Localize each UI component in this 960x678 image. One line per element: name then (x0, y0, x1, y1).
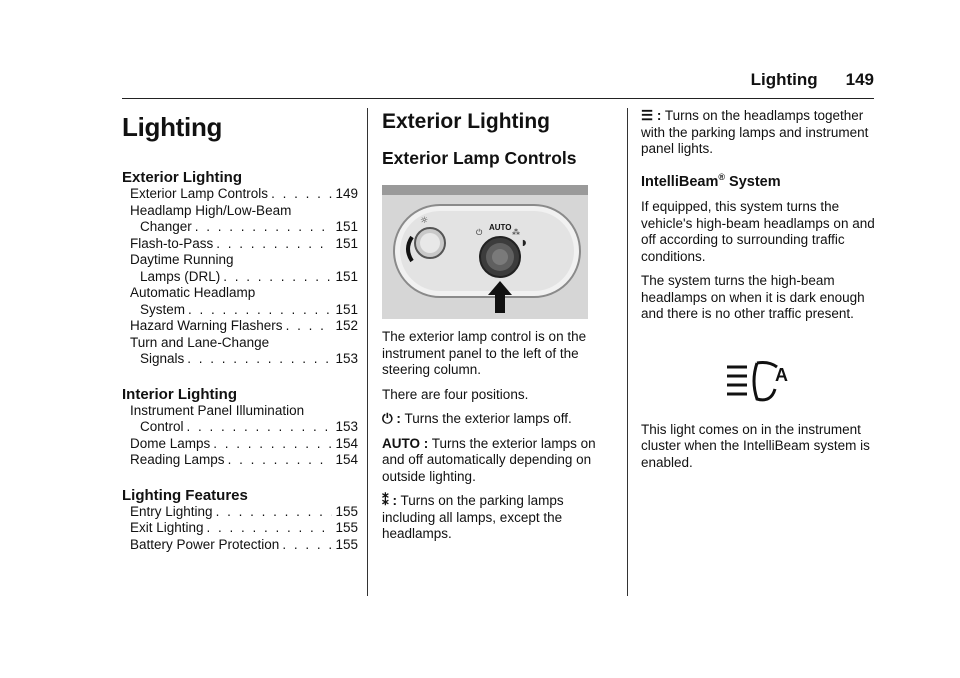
toc-entry[interactable] (122, 318, 358, 335)
toc-section-heading: Exterior Lighting (122, 169, 242, 186)
toc-page-number: 155 (335, 520, 358, 535)
column-divider (367, 108, 368, 596)
lamp-control-figure (382, 185, 588, 319)
intellibeam-paragraph-3: This light comes on in the instrument cluster when the IntelliBeam system is enabled. (641, 421, 870, 470)
headlamp-position-text: Turns on the headlamps together with the parking lamps and instrument panel lights. (641, 108, 869, 156)
toc-leader-dots (195, 219, 333, 236)
intellibeam-heading (641, 172, 881, 190)
registered-mark: ® (718, 171, 725, 182)
toc-leader-dots (187, 419, 333, 436)
toc-leader-dots (271, 186, 332, 203)
auto-position-text: Turns the exterior lamps on and off automatically depending on outside lighting. (382, 435, 596, 484)
toc-page-number: 151 (335, 268, 358, 284)
toc-page-number: 151 (335, 235, 358, 251)
toc-page-number: 154 (335, 452, 358, 467)
auto-position-item: AUTO : Turns the exterior lamps on and off automatically depending on outside lighting. (382, 435, 596, 484)
toc-entry[interactable] (122, 537, 358, 554)
header-rule (122, 98, 874, 99)
toc-leader-dots (188, 302, 332, 319)
toc-page-number: 154 (335, 435, 358, 451)
toc-entry-title: Entry Lighting (130, 503, 213, 519)
telltale-letter: A (775, 364, 788, 385)
parking-position-item (382, 493, 616, 543)
toc-entry-title: Control (140, 419, 184, 434)
running-head (751, 70, 874, 90)
toc-entry-title: Reading Lamps (130, 452, 225, 467)
toc-page-number: 153 (335, 419, 358, 434)
toc-entry-title: Changer (140, 219, 192, 234)
toc-entry[interactable] (122, 219, 358, 236)
toc-entry[interactable] (122, 302, 358, 319)
toc-entry-title: Signals (140, 351, 185, 366)
section-title: Exterior Lighting (382, 110, 550, 133)
toc-leader-dots (216, 236, 332, 253)
svg-text:☼: ☼ (420, 216, 429, 226)
intellibeam-title-suffix: System (729, 173, 781, 190)
chapter-toc (122, 169, 358, 553)
figure-auto-label: AUTO (489, 223, 512, 232)
toc-entry[interactable] (122, 236, 358, 253)
toc-page-number: 151 (335, 301, 358, 317)
toc-entry-title: Dome Lamps (130, 435, 211, 451)
toc-entry-title: Exterior Lamp Controls (130, 186, 269, 201)
toc-entry-title: Battery Power Protection (130, 536, 280, 552)
toc-entry-title: Exit Lighting (130, 520, 204, 535)
chapter-title: Lighting (122, 112, 223, 142)
toc-entry[interactable] (122, 351, 358, 368)
toc-page-number: 149 (335, 186, 358, 201)
parking-lamp-icon: ⁑ : (382, 493, 397, 508)
toc-page-number: 153 (335, 351, 358, 366)
toc-entry[interactable] (122, 186, 358, 203)
toc-section-heading: Lighting Features (122, 486, 248, 504)
auto-position-label: AUTO (382, 435, 421, 451)
toc-leader-dots (207, 520, 333, 537)
toc-page-number: 155 (335, 536, 358, 552)
toc-leader-dots (282, 537, 332, 554)
svg-text:⏻: ⏻ (476, 228, 483, 237)
headlamp-icon: ☰ : (641, 108, 662, 123)
toc-leader-dots (223, 269, 332, 286)
off-position-item (382, 411, 616, 428)
toc-entry[interactable] (122, 504, 358, 521)
intro-paragraph: The exterior lamp control is on the instrument panel to the left of the steering column. (382, 329, 587, 377)
toc-entry-title: System (140, 301, 186, 317)
lamp-control-illustration (382, 185, 588, 319)
parking-position-text: Turns on the parking lamps including all lamps, except the headlamps. (382, 493, 564, 541)
toc-leader-dots (228, 452, 333, 469)
toc-page-number: 155 (335, 503, 358, 519)
svg-text:◗: ◗ (522, 238, 527, 247)
power-off-icon: ⏻ : (382, 411, 401, 426)
headlamp-position-item (641, 108, 881, 158)
toc-leader-dots (213, 436, 332, 453)
toc-page-number: 152 (335, 318, 358, 333)
toc-entry[interactable] (122, 452, 358, 469)
page-number: 149 (845, 70, 874, 89)
toc-leader-dots (286, 318, 333, 335)
toc-entry-line: Instrument Panel Illumination (130, 402, 305, 418)
toc-leader-dots (216, 504, 333, 521)
toc-page-number: 151 (335, 219, 358, 234)
subsection-title: Exterior Lamp Controls (382, 148, 577, 168)
intellibeam-telltale-icon (725, 359, 795, 403)
toc-entry-line: Headlamp High/Low-Beam (130, 202, 292, 218)
intellibeam-title: IntelliBeam (641, 173, 719, 190)
intellibeam-paragraph-2: The system turns the high-beam headlamps on when it is dark enough and there is no other traffic present. (641, 273, 865, 322)
toc-entry-line: Daytime Running (130, 252, 234, 267)
intellibeam-column (641, 108, 881, 471)
intellibeam-paragraph-1: If equipped, this system turns the vehicle's high-beam headlamps on and off according to surrounding traffic conditions. (641, 199, 875, 264)
exterior-lighting-column (382, 108, 616, 543)
toc-entry-title: Hazard Warning Flashers (130, 318, 283, 333)
off-position-text: Turns the exterior lamps off. (404, 411, 572, 426)
toc-entry-title: Lamps (DRL) (140, 268, 221, 284)
column-divider (627, 108, 628, 596)
positions-paragraph: There are four positions. (382, 386, 529, 402)
toc-section-heading: Interior Lighting (122, 385, 237, 403)
toc-entry-line: Turn and Lane-Change (130, 334, 270, 350)
toc-entry-line: Automatic Headlamp (130, 285, 256, 300)
toc-entry-title: Flash-to-Pass (130, 235, 214, 251)
running-head-title: Lighting (750, 70, 818, 89)
toc-entry[interactable] (122, 520, 358, 537)
svg-text:⁂: ⁂ (512, 228, 520, 237)
toc-column (122, 108, 358, 553)
toc-leader-dots (187, 351, 332, 368)
toc-entry[interactable] (122, 419, 358, 436)
toc-entry[interactable] (122, 436, 358, 453)
toc-entry[interactable] (122, 269, 358, 286)
